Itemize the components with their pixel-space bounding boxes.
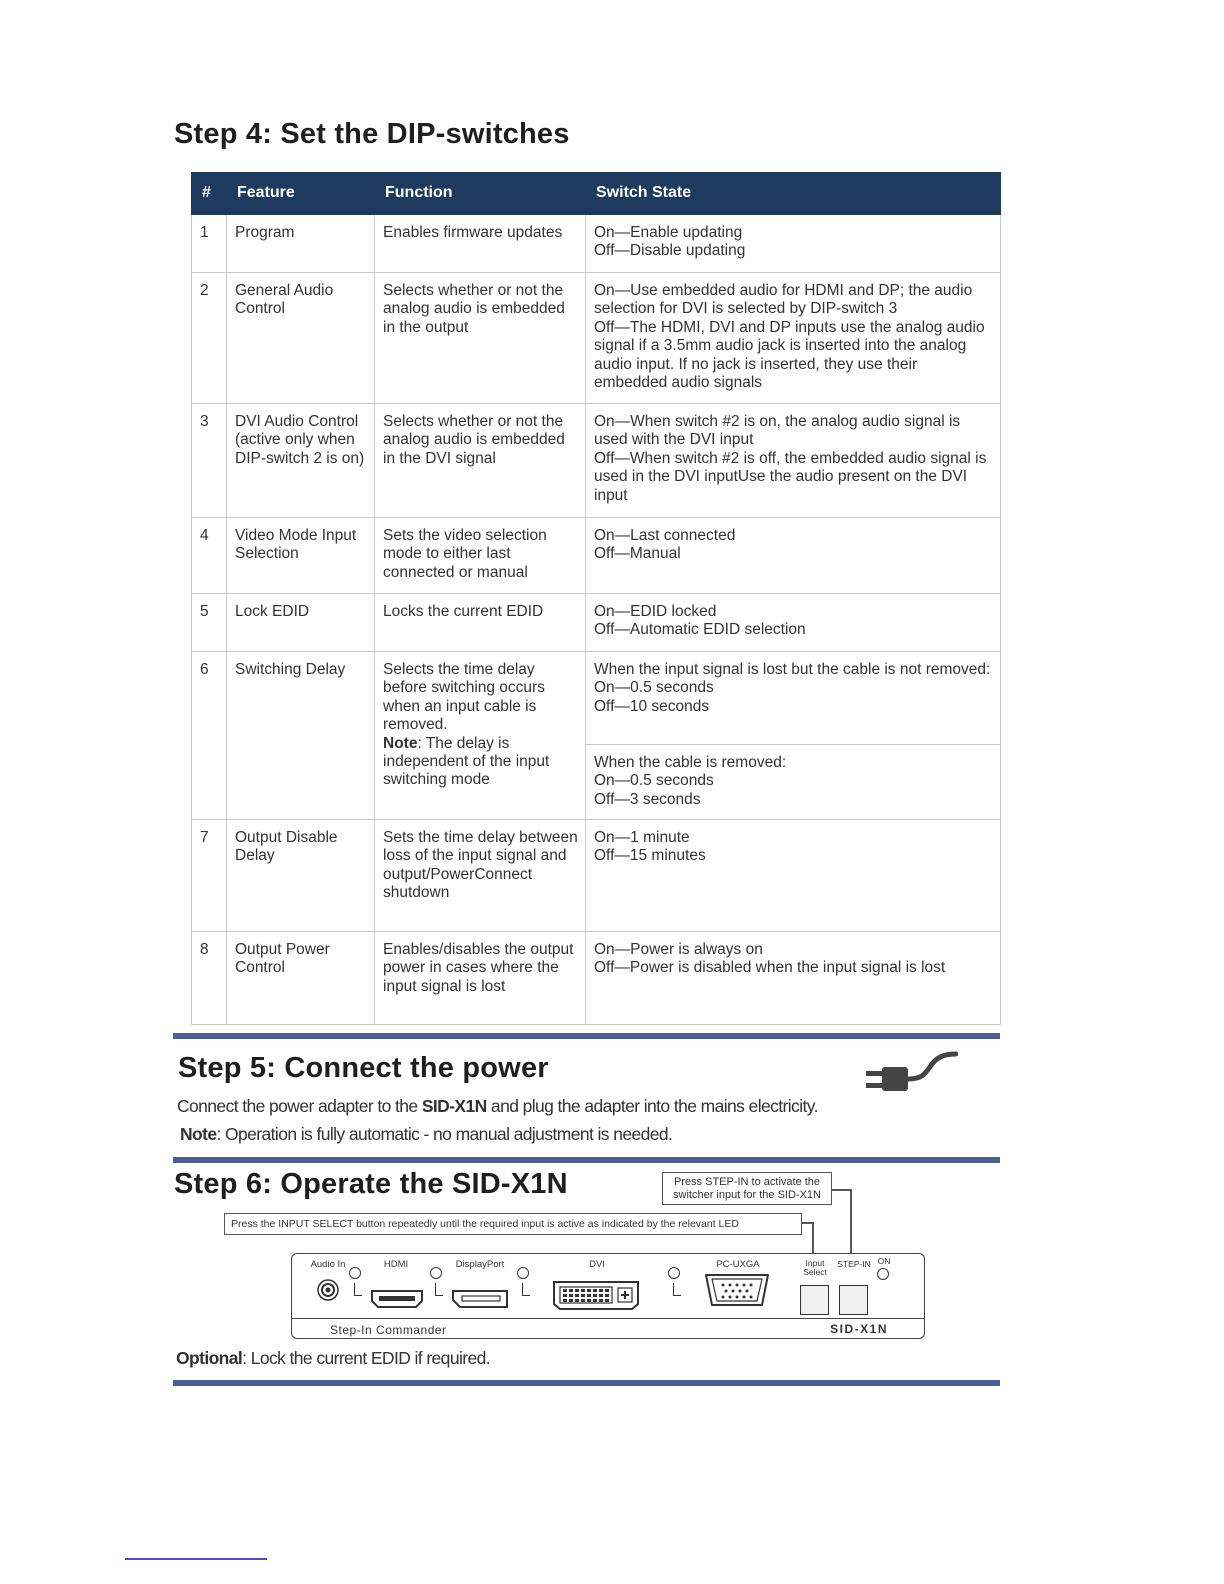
state-off: Off—Power is disabled when the input signal is lost	[594, 959, 946, 977]
row-feature: Output Power Control	[227, 932, 375, 1025]
row-function: Locks the current EDID	[375, 594, 586, 652]
row-function: Enables/disables the output power in cases where the input signal is lost	[375, 932, 586, 1025]
note-text: : Operation is fully automatic - no manual adjustment is needed.	[216, 1124, 673, 1144]
row-num: 5	[192, 594, 227, 652]
row-num: 7	[192, 820, 227, 932]
led-indicator-line	[354, 1283, 362, 1296]
row-state	[586, 215, 1001, 273]
header-function: Function	[375, 173, 586, 215]
state-off: Off—3 seconds	[594, 790, 701, 808]
function-note	[383, 735, 579, 790]
state-on: On—Use embedded audio for HDMI and DP; the audio selection for DVI is selected by DIP-switch 3	[594, 282, 973, 318]
input-select-button[interactable]	[800, 1285, 829, 1315]
table-row	[192, 932, 1001, 1025]
state-condition: When the input signal is lost but the cable is not removed:	[594, 661, 991, 678]
row-feature: Lock EDID	[227, 594, 375, 652]
led-audio-icon	[349, 1267, 361, 1279]
state-on: On—0.5 seconds	[594, 679, 714, 697]
led-indicator-line	[435, 1283, 443, 1296]
led-displayport-icon	[517, 1267, 529, 1279]
row-num: 8	[192, 932, 227, 1025]
connector-line	[812, 1222, 814, 1255]
row-feature: DVI Audio Control (active only when DIP-switch 2 is on)	[227, 404, 375, 518]
step5-instruction	[177, 1096, 818, 1117]
row-num: 4	[192, 518, 227, 594]
row-function: Sets the time delay between loss of the input signal and output/PowerConnect shutdown	[375, 820, 586, 932]
state-on: On—1 minute	[594, 829, 690, 846]
instruction-text-end: and plug the adapter into the mains electricity.	[486, 1096, 818, 1116]
model-name: SID-X1N	[421, 1096, 487, 1116]
section-divider	[173, 1157, 1000, 1163]
audio-jack-icon	[316, 1278, 340, 1302]
header-switch-state: Switch State	[586, 173, 1001, 215]
state-off: Off—The HDMI, DVI and DP inputs use the analog audio signal if a 3.5mm audio jack is inserted into the analog audio input. If no jack is inserted, they use their embedded audio signals	[594, 318, 985, 392]
dip-switch-table	[191, 172, 1001, 1025]
state-off: Off—10 seconds	[594, 697, 710, 715]
label-on: ON	[877, 1256, 891, 1266]
table-row	[192, 518, 1001, 594]
state-on: On—Last connected	[594, 527, 736, 544]
section-divider	[173, 1033, 1000, 1039]
note-label: Note	[383, 734, 418, 752]
row-state	[586, 594, 1001, 652]
row-state	[586, 273, 1001, 404]
power-plug-icon	[864, 1050, 958, 1098]
callout-input-select: Press the INPUT SELECT button repeatedly until the required input is active as indicated by the relevant LED	[224, 1213, 802, 1235]
connector-line	[850, 1189, 852, 1255]
row-num: 6	[192, 652, 227, 820]
note-label: Note	[180, 1124, 217, 1144]
row-feature: General Audio Control	[227, 273, 375, 404]
state-on: On—Enable updating	[594, 224, 743, 241]
state-cable-present	[586, 652, 1000, 744]
step5-note	[180, 1124, 672, 1145]
optional-label: Optional	[176, 1348, 243, 1368]
table-row	[192, 820, 1001, 932]
row-state	[586, 820, 1001, 932]
row-num: 1	[192, 215, 227, 273]
optional-text: : Lock the current EDID if required.	[242, 1348, 490, 1368]
led-dvi-icon	[668, 1267, 680, 1279]
state-off: Off—Manual	[594, 545, 681, 563]
note-text: : The delay is independent of the input switching mode	[383, 734, 550, 789]
state-on: On—EDID locked	[594, 603, 717, 620]
step6-title: Step 6: Operate the SID-X1N	[174, 1168, 568, 1200]
state-off: Off—When switch #2 is off, the embedded audio signal is used in the DVI inputUse the audio present on the DVI input	[594, 449, 987, 504]
optional-note	[176, 1348, 490, 1369]
table-header-row	[192, 173, 1001, 215]
row-function: Enables firmware updates	[375, 215, 586, 273]
row-state	[586, 518, 1001, 594]
table-row	[192, 215, 1001, 273]
label-input-select: Input Select	[803, 1258, 827, 1277]
step-in-button[interactable]	[839, 1285, 868, 1315]
label-audio-in: Audio In	[310, 1259, 346, 1270]
state-off: Off—Automatic EDID selection	[594, 621, 806, 639]
footnote-separator	[125, 1558, 267, 1560]
led-hdmi-icon	[430, 1267, 442, 1279]
row-feature: Program	[227, 215, 375, 273]
led-indicator-line	[673, 1283, 681, 1296]
hdmi-port-icon[interactable]	[369, 1288, 425, 1310]
step4-title: Step 4: Set the DIP-switches	[174, 118, 570, 150]
dvi-port-icon[interactable]	[550, 1278, 642, 1312]
table-row	[192, 404, 1001, 518]
instruction-text: Connect the power adapter to the	[177, 1096, 422, 1116]
row-function	[375, 652, 586, 820]
device-model: SID-X1N	[830, 1322, 888, 1336]
callout-step-in: Press STEP-IN to activate the switcher input for the SID-X1N	[662, 1172, 832, 1205]
state-on: On—0.5 seconds	[594, 772, 714, 790]
row-num: 3	[192, 404, 227, 518]
label-pc-uxga: PC-UXGA	[716, 1259, 760, 1270]
state-on: On—When switch #2 is on, the analog audio signal is used with the DVI input	[594, 413, 961, 449]
row-function: Sets the video selection mode to either last connected or manual	[375, 518, 586, 594]
device-front-panel	[291, 1253, 925, 1339]
table-row	[192, 594, 1001, 652]
label-hdmi: HDMI	[383, 1259, 409, 1270]
led-on-icon	[877, 1268, 889, 1280]
vga-port-icon[interactable]	[702, 1270, 772, 1312]
row-state	[586, 404, 1001, 518]
label-displayport: DisplayPort	[455, 1259, 505, 1270]
state-off: Off—15 minutes	[594, 847, 706, 865]
row-feature: Switching Delay	[227, 652, 375, 820]
header-num: #	[192, 173, 227, 215]
panel-divider	[292, 1318, 924, 1319]
row-feature: Output Disable Delay	[227, 820, 375, 932]
connector-line	[832, 1189, 851, 1191]
section-divider	[173, 1380, 1000, 1386]
state-condition: When the cable is removed:	[594, 754, 787, 771]
device-brand: Step-In Commander	[330, 1323, 447, 1337]
row-function: Selects whether or not the analog audio is embedded in the DVI signal	[375, 404, 586, 518]
header-feature: Feature	[227, 173, 375, 215]
led-indicator-line	[522, 1283, 530, 1296]
row-function: Selects whether or not the analog audio is embedded in the output	[375, 273, 586, 404]
table-row	[192, 273, 1001, 404]
state-on: On—Power is always on	[594, 941, 763, 958]
step5-title: Step 5: Connect the power	[178, 1052, 549, 1084]
label-step-in: STEP-IN	[837, 1259, 871, 1269]
row-feature: Video Mode Input Selection	[227, 518, 375, 594]
row-state	[586, 652, 1001, 820]
label-dvi: DVI	[589, 1259, 605, 1270]
state-off: Off—Disable updating	[594, 242, 746, 260]
function-text: Selects the time delay before switching occurs when an input cable is removed.	[383, 661, 545, 734]
displayport-port-icon[interactable]	[450, 1288, 510, 1310]
row-num: 2	[192, 273, 227, 404]
table-row	[192, 652, 1001, 820]
state-cable-removed	[586, 744, 1000, 818]
row-state	[586, 932, 1001, 1025]
